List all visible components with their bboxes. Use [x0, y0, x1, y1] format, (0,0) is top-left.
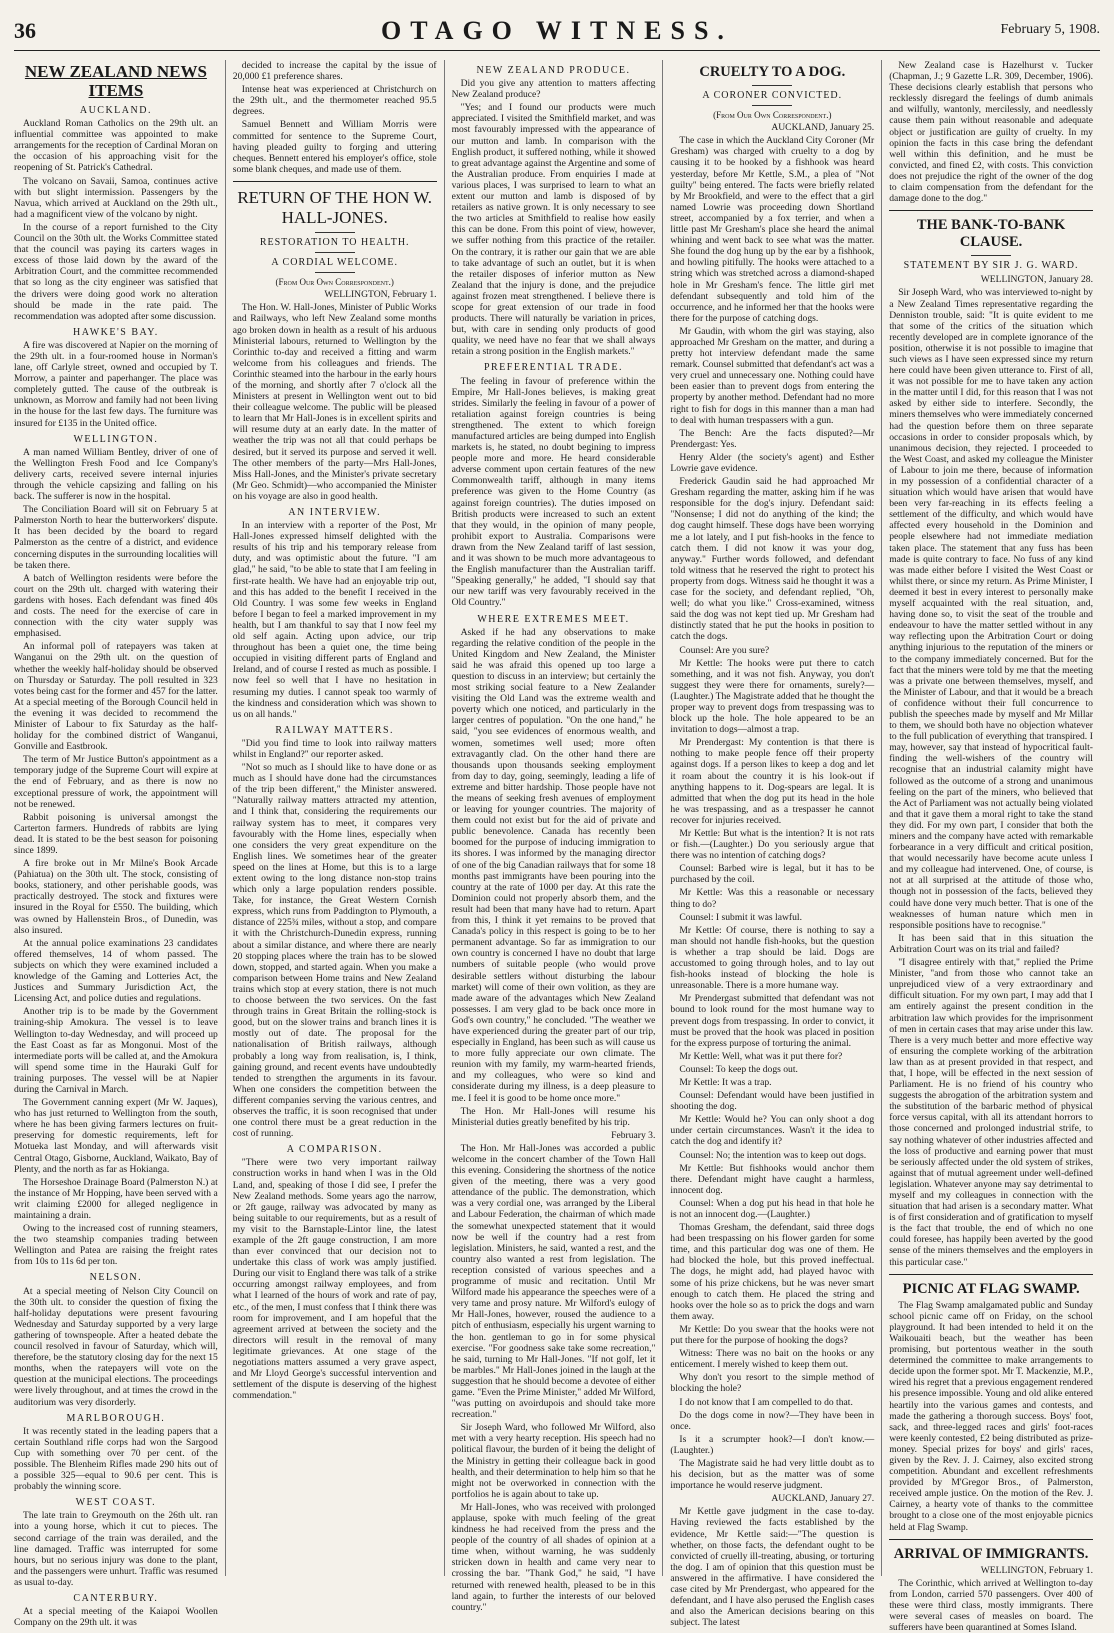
- paragraph: An informal poll of ratepayers was taken at Wanganui on the 29th ult. on the question of whether the weekly half-holiday should be observed on Thursday or Saturday. The poll resulted in 323 votes being cast for the former and 457 for the latter. At a special meeting of the Borough Council held in the evening it was decided to recommend the Minister of Labour to fix Saturday as the half-holiday for the combined district of Wanganui, Gonville and Eastbrook.: [14, 641, 218, 753]
- paragraph: Thomas Gresham, the defendant, said three dogs had been trespassing on his flower garden for some time, and this particular dog was one of them. He had blocked the hole, but this proved ineffectual. The dogs, he might add, had played havoc with some of his prize chickens, but he was never smart enough to catch them. He placed the string and hooks over the hole so as to prick the dogs and warn them away.: [670, 1222, 875, 1322]
- paragraph: Intense heat was experienced at Christchurch on the 29th ult., and the thermometer reached 95.5 degrees.: [232, 84, 437, 118]
- divider: [315, 272, 355, 273]
- article-body: [14, 118, 218, 322]
- paragraph: Counsel: Are you sure?: [679, 644, 770, 656]
- paragraph: Mr Kettle: Well, what was it put there for?: [679, 1050, 843, 1062]
- paragraph: New Zealand case is Hazelhurst v. Tucker (Chapman, J.; 9 Gazette L.R. 309, December, 1906). These decisions clearly establish that persons who recklessly disregard the feelings of dumb animals and wilfully, wantonly, mercilessly, and needlessly cause them pain without reasonable and adequate object or justification are guilty of cruelty. In my opinion the facts in this case bring the defendant well within this definition, and he must be convicted, and fined £2, with costs. This conviction does not prejudice the right of the owner of the dog to claim compensation from the defendant for the damage done to the dog.": [889, 60, 1093, 205]
- dateline: WELLINGTON, January 28.: [980, 274, 1093, 286]
- paragraph: A fire was discovered at Napier on the morning of the 29th ult. in a four-roomed house in Norman's lane, off Carlyle street, owned and occupied by T. Morrow, a painter and paperhanger. The place was completely gutted. The cause of the outbreak is unknown, as Morrow and family had not been living in the house for the last few days. The furniture was insured for £135 in the United office.: [14, 339, 218, 429]
- paragraph: The Hon. W. Hall-Jones, Minister of Public Works and Railways, who left New Zealand some months ago broken down in health as a result of his arduous Ministerial labours, returned to Wellington by the Corinthic to-day and received a fitting and warm welcome from his colleagues and friends. The Corinthic steamed into the harbour in the early hours of the morning, and shortly after 7 o'clock all the Ministers at present in Wellington went out to bid their colleague welcome. The public will be pleased to learn that Mr Hall-Jones is in excellent spirits and will resume duty at an early date. In the matter of weather the trip was not all that could perhaps be desired, but it served its purpose and served it well. The other members of the party—Mrs Hall-Jones, Miss Hall-Jones, and the Minister's private secretary (Mr Geo. Schmidt)—who accompanied the Minister on his voyage are also in good health.: [232, 302, 437, 502]
- paragraph: The Conciliation Board will sit on February 5 at Palmerston North to hear the butterworkers' dispute. It has been decided by the board to regard Palmerston as the centre of a district, and evidence concerning disputes in the surrounding localities will be taken there.: [14, 504, 218, 571]
- article-body: [14, 1510, 218, 1588]
- paragraph: The late train to Greymouth on the 26th ult. ran into a young horse, which it cut to pieces. The second carriage of the train was derailed, and the line damaged. Traffic was interrupted for some hours, but no serious injury was done to the plant, and the passengers were unhurt. Traffic was resumed as usual to-day.: [14, 1510, 218, 1588]
- paragraph: Mr Prendergast submitted that defendant was not bound to look round for the most humane way to prevent dogs from trespassing. In order to convict, it must be proved that the hook was placed in position for the express purpose of torturing the animal.: [670, 993, 875, 1049]
- paragraph: Sir Joseph Ward, who was interviewed to-night by a New Zealand Times representative regarding the Denniston trouble, said: "It is quite evident to me that some of the critics of the situation which recently developed are in complete ignorance of the position, otherwise it is not possible to imagine that such views as I have seen expressed since my return here could have been given utterance to. First of all, it was not possible for me to have taken any action in the matter until I did, for this reason that I was not asked by either side to interfere. Secondly, the miners themselves who were immediately concerned had the question before them on three separate occasions in order to consider proposals which, by unanimous decision, they rejected. I proceeded to the West Coast, and asked my colleague the Minister of Labour to join me there, because of information in my possession of a confidential character of a situation which would have arisen that would have been very far-reaching in its effects feeling a settlement of the difficulty, and which would have affected every household in the Dominion and people elsewhere had not immediate mediation taken place. The statement that any fuss has been made is quite contrary to face. No fuss of any kind was made either before I visited the West Coast or whilst there, or since my return. As Prime Minister, I deemed it best in every interest to personally make myself acquainted with the real situation, and, having done so, to visit the seat of the trouble and endeavour to have the matter settled without in any way reflecting upon the Arbitration Court or doing anything injurious to the reputation of the miners or to the company immediately concerned. But for the fact that the miners were told by me that the meeting was a private one between themselves, myself, and the Minister of Labour, and that it would be a breach of confidence without their full concurrence to publish the speeches made by myself and Mr Millar to them, we should both have no objection whatever to the full publication of everything that transpired. I may, however, say that instead of hypocritical fault-finding the well-wishers of the country will recognise that an industrial calamity might have followed as the outcome of a strong and unanimous feeling on the part of the miners, who believed that the Act of Parliament was not actually being violated and that it gave them a moral right to take the stand they did. For my own part, I consider that both the miners and the company have acted with remarkable forbearance in a very difficult and critical position, that would necessarily have become acute unless I and my colleague had intervened. One, of course, is not at all surprised at the attitude of those who, though not in possession of the facts, believed they could have done very much better. That is one of the weaknesses of human nature which men in responsible positions have to recognise.": [889, 287, 1093, 931]
- divider: [315, 232, 355, 233]
- paragraph: The Bench: Are the facts disputed?—Mr Prendergast: Yes.: [670, 427, 875, 450]
- divider: [315, 252, 355, 253]
- paragraph: Mr Kettle: But fishhooks would anchor them there. Defendant might have caught a harmless, innocent dog.: [670, 1162, 875, 1196]
- article-body: [14, 340, 218, 429]
- paragraph: It has been said that in this situation the Arbitration Court was on its trial and failed?: [889, 932, 1093, 955]
- paragraph: Mr Kettle: Do you swear that the hooks were not put there for the purpose of hooking the dogs?: [670, 1323, 875, 1347]
- column-2: [226, 60, 445, 1576]
- paragraph: Counsel: No; the intention was to keep out dogs.: [679, 1149, 867, 1161]
- paragraph: The Hon. Mr Hall-Jones will resume his Ministerial duties greatly benefited by his trip.: [451, 1105, 656, 1128]
- paragraph: "Did you find time to look into railway matters whilst in England?" our reporter asked.: [232, 737, 437, 760]
- paragraph: The case in which the Auckland City Coroner (Mr Gresham) was charged with cruelty to a dog by causing it to be hooked by a fishhook was heard yesterday, before Mr Kettle, S.M., a plea of "Not guilty" being entered. The facts were briefly related by Mr Brookfield, and were to the effect that a girl named Lowrie was proceeding down Shortland street, accompanied by a fox terrier, and when a little past Mr Gresham's place she heard the animal whining and went back to see what was the matter. She found the dog hung up by the ear by a fishhook, and howling pitifully. The hooks were attached to a string which was stretched across a diamond-shaped hole in Mr Gresham's fence. The little girl met defendant subsequently and told him of the occurrence, and he informed her that the hooks were there for the purpose of catching dogs.: [670, 135, 875, 324]
- paragraph: Another trip is to be made by the Government training-ship Amokura. The vessel is to leave Wellington to-day Wednesday, and will proceed up the East Coast as far as Mongonui. Most of the intermediate ports will be called at, and the Amokura will spend some time in the Hauraki Gulf for training purposes. The vessel will be at Napier during the Carnival in March.: [14, 1006, 218, 1095]
- article-body: [233, 738, 437, 1139]
- newspaper-title: OTAGO WITNESS.: [381, 16, 733, 45]
- byline: (From Our Own Correspondent.): [713, 110, 832, 121]
- paragraph: The Magistrate said he had very little doubt as to his decision, but as the matter was of some importance he would reserve judgment.: [670, 1457, 875, 1492]
- section-heading: RAILWAY MATTERS.: [275, 724, 395, 736]
- article-body: [14, 1426, 218, 1493]
- paragraph: Samuel Bennett and William Morris were committed for sentence to the Supreme Court, having pleaded guilty to forging and uttering cheques. Bennett entered his employer's office, stole some blank cheques, and made use of them.: [232, 119, 437, 175]
- column-1: [14, 60, 226, 1629]
- paragraph: Owing to the increased cost of running steamers, the two steamship companies trading between Wellington and Patea are raising the freight rates from 10s to 11s 6d per ton.: [14, 1223, 218, 1268]
- paragraph: Frederick Gaudin said he had approached Mr Gresham regarding the matter, asking him if he was responsible for the dog's injury. Defendant said: "Nonsense; I did not do anything of the kind; the dog caught himself. These dogs have been worrying me a lot lately, and I put fish-hooks in the fence to catch them. I did not know it was your dog, anyway." Further words followed, and defendant told witness that he reserved the right to protect his property from dogs. Witness said he thought it was a case for the society, and defendant replied, "Oh, well; do what you like." Cross-examined, witness said the dog was not kept tied up. Mr Gresham had distinctly stated that he put the hooks in position to catch the dogs.: [670, 476, 875, 643]
- article-subheading: A CORDIAL WELCOME.: [271, 257, 398, 269]
- paragraph: Did you give any attention to matters affecting New Zealand produce?: [451, 78, 656, 101]
- column-heading: NEW ZEALAND NEWS ITEMS: [24, 62, 207, 100]
- paragraph: Mr Gaudin, with whom the girl was staying, also approached Mr Gresham on the matter, and during a pretty hot interview defendant made the same remark. Counsel submitted that defendant's act was a very cruel and unnecessary one. Nothing could have been easier than to prevent dogs from entering the property by another method. Defendant had no more right to fish for dogs in this manner than a man had to deal with human trespassers with a gun.: [670, 325, 875, 426]
- section-heading: PREFERENTIAL TRADE.: [483, 362, 624, 374]
- divider: [889, 210, 1093, 211]
- section-heading: CANTERBURY.: [73, 1593, 159, 1604]
- divider: [233, 181, 437, 182]
- column-5: [882, 60, 1100, 1633]
- section-heading: HAWKE'S BAY.: [73, 326, 159, 338]
- paragraph: Mr Kettle: Would he? You can only shoot a dog under certain circumstances. Wasn't it the idea to catch the dog and identify it?: [670, 1114, 875, 1148]
- article-body: [452, 376, 656, 609]
- paragraph: In an interview with a reporter of the Post, Mr Hall-Jones expressed himself delighted with the results of his trip and his temporary release from duty, and was optimistic about the future. "I am glad," he said, "to be able to state that I am feeling in first-rate health. We have had an enjoyable trip out, and this has added to the benefit I received in the Old Country. I was some few weeks in England before I began to feel a marked improvement in my health, but I am thankful to say that I now feel my old self again. Acting upon advice, our trip throughout has been a quiet one, the time being occupied in visiting different parts of England and Ireland, and of course I rested as much as possible. I now feel so well that I have no hesitation in resuming my duties. I cannot speak too warmly of the kindness and consideration which was shown to us on all hands.": [232, 520, 437, 720]
- paragraph: Do the dogs come in now?—They have been in once.: [670, 1409, 875, 1432]
- article-body: [670, 135, 874, 1491]
- paragraph: Auckland Roman Catholics on the 29th ult. an influential committee was appointed to make arrangements for the reception of Cardinal Moran on the occasion of his approaching visit for the reopening of St. Patrick's Cathedral.: [14, 118, 218, 174]
- paragraph: Rabbit poisoning is universal amongst the Carterton farmers. Hundreds of rabbits are lying dead. It is stated to be the best season for poisoning since 1899.: [14, 811, 218, 856]
- paragraph: "Yes; and I found our products were much appreciated. I visited the Smithfield market, and was most favourably impressed with the appearance of our mutton and lamb. In comparison with the English product, it suffered nothing, while it showed to great advantage against the Argentine and some of the Australian produce. From enquiries I made at various places, I was surprised to learn to what an extent our mutton and lamb is disposed of by retailers as native grown. It is only necessary to see the two articles at Smithfield to realise how easily this can be done. From this point of view, however, we suffer nothing from this practice of the retailer. On the contrary, it is rather our gain that we are able to take advantage of such an outlet, but it is when the retailer disposes of inferior mutton as New Zealand that the injury is done, and the prejudice against frozen meat strengthened. I believe there is scope for great extension of our trade in food products. There will naturally be variation in prices, but, with care in sending only products of good quality, we need have no fear that we shall always retain a strong position in the English markets.": [451, 102, 656, 358]
- article-headline: THE BANK-TO-BANK CLAUSE.: [916, 217, 1066, 251]
- issue-date: February 5, 1908.: [1000, 22, 1100, 37]
- article-subheading: RESTORATION TO HEALTH.: [259, 236, 410, 248]
- section-heading: WHERE EXTREMES MEET.: [477, 613, 630, 625]
- paragraph: A man named William Bentley, driver of one of the Wellington Fresh Food and Ice Company's delivery carts, received severe internal injuries through the vehicle capsizing and falling on his back. The sufferer is now in the hospital.: [14, 446, 218, 503]
- paragraph: Mr Hall-Jones, who was received with prolonged applause, spoke with much feeling of the great kindness he had received from the press and the people of the country of all shades of opinion at a time when, without warning, he was suddenly stricken down in health and came very near to crossing the bar. "Thank God," he said, "I have returned with renewed health, pleased to be in this land again, to further the interests of our beloved country.": [451, 1501, 656, 1613]
- dateline: AUCKLAND, January 25.: [771, 122, 875, 134]
- article-body: [233, 60, 437, 175]
- paragraph: Counsel: I submit it was lawful.: [679, 911, 802, 923]
- article-headline: RETURN OF THE HON W. HALL-JONES.: [237, 187, 433, 227]
- paragraph: decided to increase the capital by the issue of 20,000 £1 preference shares.: [232, 60, 437, 83]
- article-subheading: A CORONER CONVICTED.: [702, 90, 843, 101]
- paragraph: Mr Kettle: Was this a reasonable or necessary thing to do?: [670, 887, 875, 910]
- paragraph: The Horseshoe Drainage Board (Palmerston N.) at the instance of Mr Hopping, have been served with a writ claiming £2000 for alleged negligence in maintaining a drain.: [14, 1176, 218, 1221]
- article-headline: ARRIVAL OF IMMIGRANTS.: [893, 1545, 1089, 1562]
- article-body: [14, 1286, 218, 1408]
- article-body: [889, 1578, 1093, 1633]
- article-body: [14, 1606, 218, 1628]
- paragraph: I do not know that I am compelled to do that.: [679, 1396, 853, 1408]
- paragraph: Mr Kettle gave judgment in the case to-day. Having reviewed the facts established by the evidence, Mr Kettle said:—"The question is whether, on those facts, the defendant ought to be convicted of cruelly ill-treating, abusing, or torturing the dog. I am of opinion that this question must be answered in the affirmative. I have considered the case cited by Mr Prendergast, who appeared for the defendant, and I have also perused the English cases and also the American decisions bearing on this subject. The latest: [670, 1506, 875, 1629]
- divider: [889, 1539, 1093, 1540]
- article-headline: PICNIC AT FLAG SWAMP.: [902, 1280, 1080, 1297]
- article-body: [889, 1300, 1093, 1533]
- dateline: February 3.: [611, 1129, 656, 1141]
- article-body: [452, 78, 656, 357]
- paragraph: At the annual police examinations 23 candidates offered themselves, 14 of whom passed. The subjects on which they were examined included a knowledge of the Gaming and Lotteries Act, the Justices and Summary Jurisdiction Act, the Licensing Act, and police duties and regulations.: [14, 937, 218, 1005]
- paragraph: Mr Kettle: But what is the intention? It is not rats or fish.—(Laughter.) Do you seriously argue that there was no intention of catching dogs?: [670, 828, 875, 862]
- paragraph: Mr Kettle: The hooks were put there to catch something, and it was not fish. Anyway, you don't suggest they were there for ornaments, surely?—(Laughter.) The Magistrate added that he thought the proper way to prevent dogs from trespassing was to block up the hole. The hole appeared to be an invitation to dogs—almost a trap.: [670, 657, 875, 736]
- paragraph: A fire broke out in Mr Milne's Book Arcade (Pahiatua) on the 30th ult. The stock, consisting of books, stationery, and other perishable goods, was practically destroyed. The stock and fixtures were insured in the Royal for £550. The building, which was owned by Hallenstein Bros., of Dunedin, was also insured.: [14, 858, 218, 936]
- masthead: [14, 10, 1100, 51]
- paragraph: Witness: There was no bait on the hooks or any enticement. I merely wished to keep them out.: [670, 1348, 875, 1371]
- paragraph: Mr Prendergast: My contention is that there is nothing to make people fence off their property against dogs. If a person likes to keep a dog and let it roam about the country it is his look-out if anything happens to it. Dog-spears are legal. It is admitted that when the dog put its head in the hole he was trespassing, and as a trespasser he cannot recover for injuries received.: [670, 737, 875, 826]
- article-body: [14, 447, 218, 1268]
- section-heading: NELSON.: [89, 1272, 143, 1284]
- dateline: WELLINGTON, February 1.: [324, 289, 437, 301]
- paragraph: The volcano on Savaii, Samoa, continues active with but slight intermission. Passengers by the Navua, which arrived at Auckland on the 29th ult., had a magnificent view of the volcano by night.: [14, 175, 218, 220]
- byline: (From Our Own Correspondent.): [275, 277, 394, 288]
- paragraph: The Hon. Mr Hall-Jones was accorded a public welcome in the concert chamber of the Town Hall this evening. Considering the shortness of the notice given of the meeting, there was a very good attendance of the public. The demonstration, which was a very cordial one, was arranged by the Liberal and Labour Federation, the chairman of which made the somewhat unexpected statement that it would now be well if the country had a rest from legislation. Ministers, he said, wanted a rest, and the country also wanted a rest from legislation. The reception consisted of various speeches and a programme of music and recitation. Until Mr Wilford made his appearance the speeches were of a very tame and prosy nature. Mr Wilford's eulogy of Mr Hall-Jones, however, roused the audience to a pitch of enthusiasm, especially his urgent warning to the hon. gentleman to go in for some physical exercise. "For goodness sake take some recreation," he said, turning to Mr Hall-Jones. "If not golf, let it be marbles." Mr Hall-Jones joined in the laugh at the suggestion that he should become a devotee of either game. "Even the Prime Minister," added Mr Wilford, "was putting on avoirdupois and should take more recreation.": [451, 1142, 656, 1421]
- paragraph: Mr Kettle: It was a trap.: [679, 1076, 772, 1088]
- paragraph: "There were two very important railway construction works in hand when I was in the Old Land, and, speaking of those I did see, I prefer the New Zealand methods. Some years ago the narrow, or 2ft gauge, railway was advocated by many as being suitable to our requirements, but as a result of my visit to the Barnstaple-Lintor line, the latest example of the 2ft gauge construction, I am more than ever convinced that our decision not to undertake this class of work was amply justified. During our visit to England there was talk of a strike occurring amongst railway employees, and from what I learned of the hours of work and rate of pay, etc., of the men, I must confess that I think there was room for improvement, and I am hopeful that the agreement arrived at between the society and the directors will result in the removal of many legitimate grievances. At one stage of the negotiations matters assumed a very grave aspect, and Mr Lloyd George's successful intervention and settlement of the dispute is deserving of the highest commendation.": [232, 1157, 437, 1402]
- article-headline: CRUELTY TO A DOG.: [699, 64, 846, 80]
- paragraph: The Government canning expert (Mr W. Jaques), who has just returned to Wellington from the south, where he has been giving farmers lectures on fruit-preserving for domestic requirements, left for Motueka last Monday, and will afterwards visit Central Otago, Gisborne, Auckland, Waikato, Bay of Plenty, and the north as far as Hokianga.: [14, 1097, 218, 1175]
- dateline: AUCKLAND, January 27.: [771, 1493, 875, 1505]
- paragraph: It was recently stated in the leading papers that a certain Southland rifle corps had won the Sargood Cup with something over 70 per cent. of the possible. The Blenheim Rifles made 290 hits out of a possible 325—equal to 90.6 per cent. This is probably the winning score.: [14, 1425, 218, 1493]
- paragraph: A batch of Wellington residents were before the court on the 29th ult. charged with watering their gardens with hoses. Each defendant was fined 40s and costs. The need for the exercise of care in connection with the city water supply was emphasised.: [14, 572, 218, 640]
- section-heading: AUCKLAND.: [79, 105, 152, 116]
- article-body: [233, 302, 437, 502]
- column-3: [445, 60, 664, 1613]
- paragraph: The term of Mr Justice Button's appointment as a temporary judge of the Supreme Court will expire at the end of February, and as there is now no exceptional pressure of work, the appointment will not be renewed.: [14, 754, 218, 810]
- paragraph: In the course of a report furnished to the City Council on the 30th ult. the Works Committee stated that the council was paying its carters wages in excess of those laid down by the award of the Arbitration Court, and the committee recommended that so long as the city engineer was satisfied that the drivers were doing good work no alteration should be made in the rate paid. The recommendation was adopted after some discussion.: [14, 221, 218, 322]
- divider: [889, 1274, 1093, 1275]
- article-body: [233, 1157, 437, 1401]
- paragraph: Counsel: Defendant would have been justified in shooting the dog.: [670, 1090, 875, 1113]
- article-body: [233, 520, 437, 720]
- article-body: [670, 1506, 874, 1628]
- paragraph: Why don't you resort to the simple method of blocking the hole?: [670, 1372, 875, 1395]
- section-heading: WEST COAST.: [75, 1497, 157, 1509]
- paragraph: Is it a scrumpter hook?—I don't know.—(Laughter.): [670, 1433, 875, 1456]
- paragraph: "Not so much as I should like to have done or as much as I should have done had the circumstances of the trip been different," the Minister answered. "Naturally railway matters attracted my attention, and I think that, considering the requirements our railway system has to meet, it compares very favourably with the Home lines, especially when one considers the very great expenditure on the English lines. We sometimes hear of the greater speed on the lines at Home, but this is to a large extent owing to the long distance non-stop trains which only a large population renders possible. Take, for instance, the Great Western Cornish express, which runs from Paddington to Plymouth, a distance of 225¾ miles, without a stop, and compare it with the Christchurch-Dunedin express, running about a similar distance, and where there are nearly 20 stopping places where the train has to be slowed down, stopped, and started again. When you make a comparison between Home trains and New Zealand trains which stop at every station, there is not much to choose between the two services. On the fast through trains in Great Britain the rolling-stock is good, but on the slower trains and branch lines it is mostly out of date. The proposal for the nationalisation of British railways, although probably a long way from realisation, is, I think, gaining ground, and recent events have undoubtedly tended to strengthen the arguments in its favour. When one considers the competition between the different companies serving the various centres, and observes the traffic, it is soon recognised that under one control there must be a great reduction in the cost of running.: [232, 762, 437, 1140]
- section-heading: A COMPARISON.: [286, 1144, 383, 1156]
- paragraph: The Flag Swamp amalgamated public and Sunday school picnic came off on Friday, on the school playground. It had been intended to held it on the Waikouaiti beach, but the weather has been promising, but portentous weather in the south determined the committee to make arrangements to decide upon the former spot. Mr T. Mackenzie, M.P., wired his regret that a previous engagement rendered his presence impossible. Young and old alike entered heartily into the various games and contests, and made the gathering a thorough success. Boys' foot, sack, and three-legged races and girls' foot-races were keenly contested, £2 being distributed as prize-money. Special prizes for boys' and girls' races, given by the Rev. J. J. Cairney, also excited strong competition. Abundant and excellent refreshments provided by M'Gregor Bros., of Palmerston, received ample justice. On the motion of the Rev. J. Cairney, a hearty vote of thanks to the committee brought to a close one of the most enjoyable picnics held at Flag Swamp.: [889, 1299, 1093, 1533]
- paragraph: Counsel: When a dog put his head in that hole he is not an innocent dog.—(Laughter.): [670, 1197, 875, 1220]
- paragraph: At a special meeting of the Kaiapoi Woollen Company on the 29th ult. it was: [14, 1606, 218, 1629]
- newspaper-columns: [14, 60, 1100, 1633]
- paragraph: At a special meeting of Nelson City Council on the 30th ult. to consider the question of fixing the half-holiday deputations were present favouring Wednesday and Saturday supported by a very large gathering of townspeople. After a heated debate the council resolved in favour of Saturday, which will, therefore, be the statutory closing day for the next 15 months, when the ratepayers will vote on the question at the municipal elections. The proceedings were lively throughout, and at times the crowd in the auditorium was very disorderly.: [14, 1285, 218, 1408]
- article-body: [889, 60, 1093, 204]
- paragraph: The feeling in favour of preference within the Empire, Mr Hall-Jones believes, is making great strides. Similarly the feeling in favour of a power of retaliation against foreign countries is being strengthened. The extent to which foreign manufactured articles are being dumped into English markets is, he stated, no doubt begining to impress people more and more. He heard considerable adverse comment upon certain features of the new Commonwealth tariff, although in many items preference was given to the Home Country (as against foreign countries). The duties imposed on British products were increased to such an extent that they would, in the opinion of many people, prohibit export to Australia. Comparisons were drawn from the New Zealand tariff of last session, and it was shown to be much more advantageous to the English manufacturer than the Australian tariff. "Speaking generally," he added, "I should say that our new tariff was very favourably received in the Old Country.": [451, 375, 656, 609]
- article-subheading: STATEMENT BY SIR J. G. WARD.: [903, 260, 1079, 272]
- paragraph: Counsel: Barbed wire is legal, but it has to be purchased by the coil.: [670, 863, 875, 886]
- paragraph: Mr Kettle: Of course, there is nothing to say a man should not handle fish-hooks, but the question is whether a trap should be laid. Dogs are accustomed to going through holes, and to lay out fish-hooks instead of blocking the hole is unreasonable. There is a more humane way.: [670, 924, 875, 992]
- divider: [752, 105, 792, 106]
- column-4: [663, 60, 882, 1629]
- section-heading: WELLINGTON.: [73, 433, 159, 445]
- article-body: [452, 1143, 656, 1613]
- paragraph: "I disagree entirely with that," replied the Prime Minister, "and from those who cannot take an unprejudiced view of a very extraordinary and difficult situation. For my own part, I may add that I am entirely against the present condition in the arbitration law which provides for the imprisonment of men in certain cases that may arise under this law. There is a very much better and more effective way of ensuring the complete working of the arbitration law than as at present provided in that respect, and that, I hope, will be effected in the next session of Parliament. He is no friend of his country who suggests the abrogation of the arbitration system and the substitution of the barbaric method of physical force versus capital, with all its attendant horrors to those concerned and prolonged industrial strife, to say nothing whatever of other industries affected and the loss of productive and earning power that must be seriously affected under the old system of strikes, against that of mutual agreement under well-defined legislation. Whatever anyone may say detrimental to myself and my colleagues in connection with the situation that had arisen is a secondary matter. What is of first consideration and of gratification to myself is the fact that trouble, the end of which no one could foresee, has happily been averted by the good sense of the miners themselves and the employers in this particular case.": [889, 957, 1093, 1268]
- article-body: [889, 287, 1093, 1267]
- dateline: WELLINGTON, February 1.: [980, 1564, 1093, 1576]
- section-heading: NEW ZEALAND PRODUCE.: [476, 65, 631, 76]
- paragraph: The Corinthic, which arrived at Wellington to-day from London, carried 570 passengers. Over 400 of these were third class, mostly immigrants. There were several cases of measles on board. The sufferers have been quarantined at Somes Island.: [889, 1577, 1093, 1633]
- section-heading: AN INTERVIEW.: [288, 507, 382, 518]
- paragraph: Sir Joseph Ward, who followed Mr Wilford, also met with a very hearty reception. His speech had no political flavour, the burden of it being the delight of the Ministry in getting their colleague back in good health, and their determination to help him so that he might not be overworked in connection with the portfolios he is again about to take up.: [451, 1422, 656, 1500]
- divider: [971, 255, 1011, 256]
- section-heading: MARLBOROUGH.: [66, 1412, 166, 1424]
- page-number: 36: [14, 18, 36, 43]
- article-body: [452, 627, 656, 1128]
- paragraph: Henry Alder (the society's agent) and Esther Lowrie gave evidence.: [670, 451, 875, 474]
- divider: [752, 85, 792, 86]
- paragraph: Asked if he had any observations to make regarding the relative condition of the people in the United Kingdom and New Zealand, the Minister said he was afraid this opened up too large a question to discuss in an interview; but certainly the most striking social feature to a New Zealander visiting the Old Land was the extreme wealth and poverty which one noticed, and particularly in the larger centres of population. "On the one hand," he said, "you see evidences of enormous wealth, and women, sometimes well used; more often extravagantly clad. On the other hand there are thousands upon thousands seeking employment from day to day, going, seemingly, leading a life of extreme and bitter hardship. Those people have not the means of seeking fresh avenues of employment or leaving for younger countries. The majority of them could not exist but for the aid of private and public benevolence. Canada has recently been boomed for the purpose of inducing immigration to its shores. I was informed by the managing director of one of the big Canadian railways that for some 18 months past immigrants have been pouring into the country at the rate of 1000 per day. At this rate the Dominion could not properly absorb them, and the result had been that many have had to return. Apart from this, I think it yet remains to be proved that Canada's policy in this respect is going to be to her permanent advantage. So far as immigration to our own country is concerned I have no doubt that large numbers of suitable people (who would prove desirable settlers without disturbing the labour market) will come of their own volition, as they are made aware of the advantages which New Zealand possesses. I am very glad to be back once more in God's own country," he concluded. "The weather we have experienced during the greater part of our trip, especially in England, has been such as will cause us to more fully appreciate our own climate. The reunion with my family, my warm-hearted friends, and my colleagues, who were so kind and considerate during my illness, is a deep pleasure to me. I feel it is good to be home once more.": [451, 626, 656, 1104]
- paragraph: Counsel: To keep the dogs out.: [679, 1063, 798, 1075]
